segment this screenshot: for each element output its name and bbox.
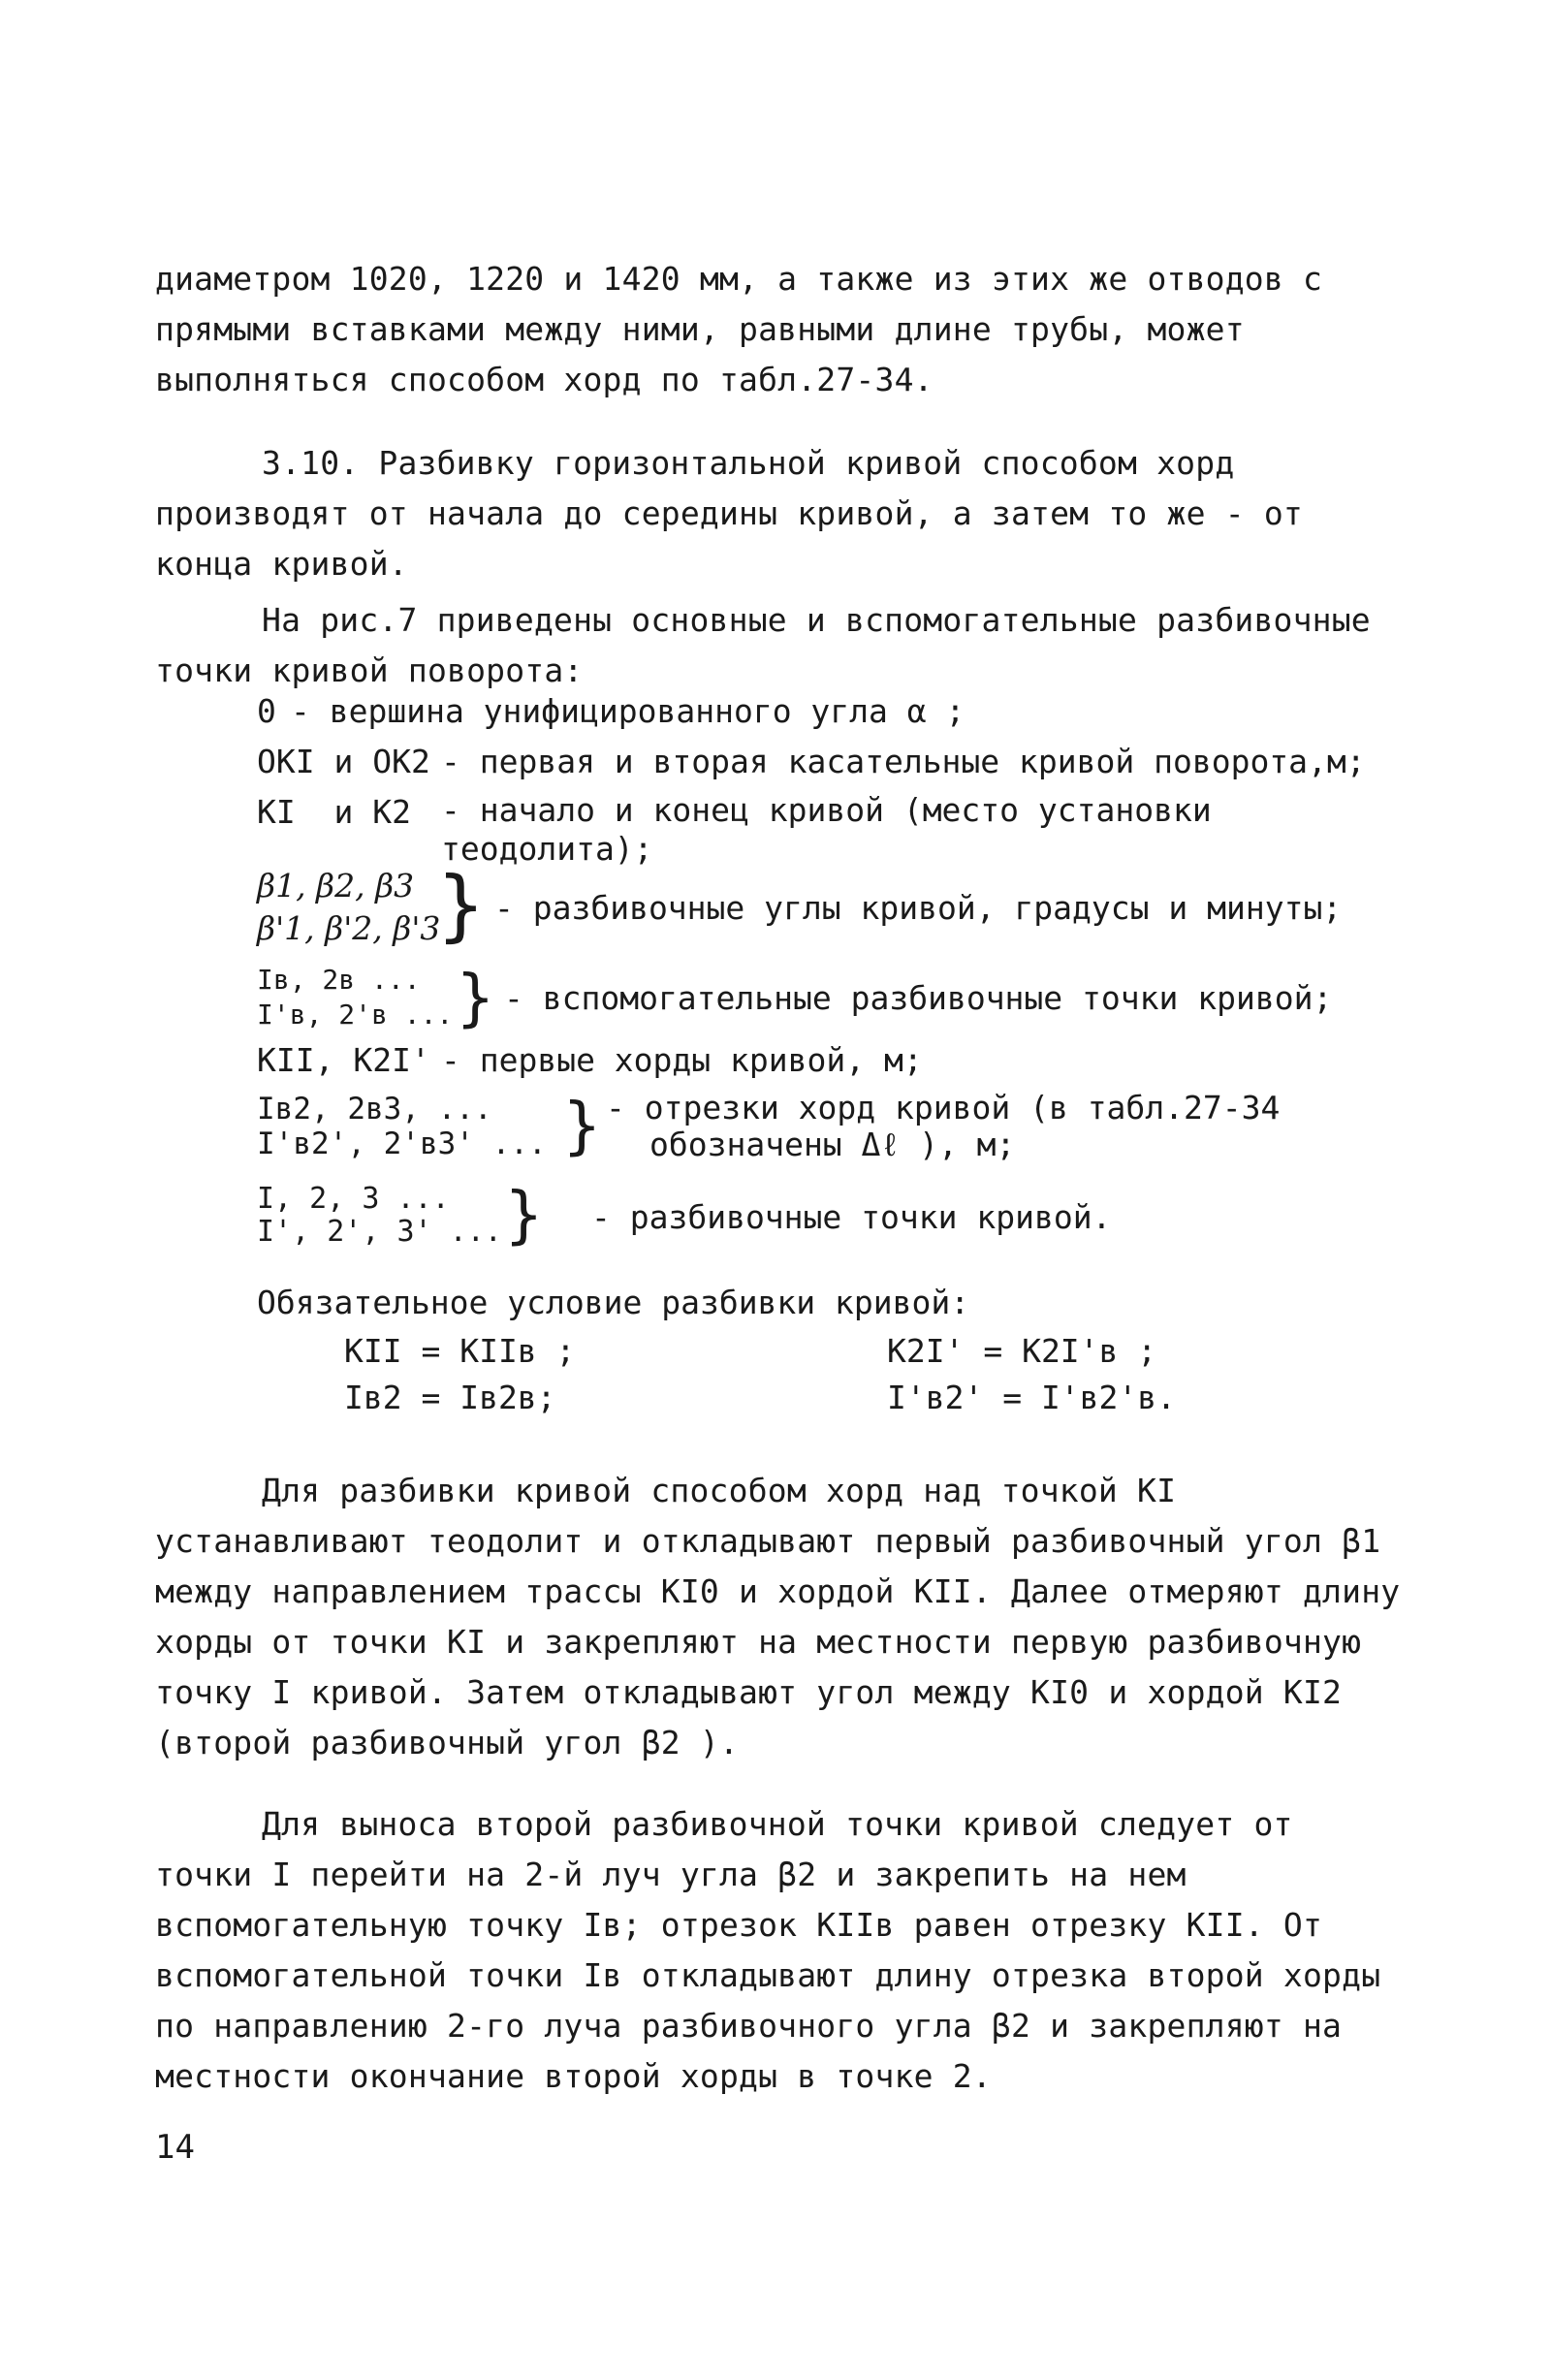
paragraph-1: диаметром 1020, 1220 и 1420 мм, а также из этих же отводов с прямыми вставками между ними, равными длине трубы, может выполняться способом хорд по табл.27-34.	[155, 260, 1343, 398]
legend-term-tangents: ОКI и ОК2	[257, 743, 430, 780]
legend-desc-aux-points: - вспомогательные разбивочные точки кривой;	[504, 979, 1333, 1017]
page-number: 14	[155, 2128, 195, 2167]
paragraph-chord-method: Для разбивки кривой способом хорд над точкой КI устанавливают теодолит и откладывают первый разбивочный угол β1 между направлением трассы КI0 и хордой КII. Далее отмеряют длину хорды от точки КI и закрепляют на местности первую разбивочную точку I кривой. Затем откладывают угол между КI0 и хордой КI2 (второй разбивочный угол β2 ).	[155, 1472, 1420, 1761]
legend-brace-aux-points: }	[456, 963, 495, 1034]
paragraph-figure-intro: На рис.7 приведены основные и вспомогательные разбивочные точки кривой поворота:	[155, 601, 1390, 689]
legend-desc-chord-segments-a: - отрезки хорд кривой (в табл.27-34	[606, 1089, 1281, 1127]
legend-brace-angles: }	[436, 860, 486, 950]
legend-term-aux-points-b: I'в, 2'в ...	[257, 999, 454, 1031]
condition-title: Обязательное условие разбивки кривой:	[257, 1284, 970, 1321]
legend-term-vertex: 0	[257, 692, 276, 730]
paragraph-3-10: 3.10. Разбивку горизонтальной кривой способом хорд производят от начала до середины кривой, а затем то же - от конца кривой.	[155, 444, 1323, 583]
legend-desc-points: - разбивочные точки кривой.	[591, 1198, 1112, 1236]
legend-desc-chord-segments-b: обозначены Δℓ ), м;	[649, 1126, 1016, 1163]
legend-brace-points: }	[504, 1180, 544, 1252]
legend-desc-angles: - разбивочные углы кривой, градусы и минуты;	[494, 889, 1343, 927]
legend-desc-first-chords: - первые хорды кривой, м;	[441, 1041, 923, 1079]
legend-term-curve-ends: КI и К2	[257, 793, 411, 831]
paragraph-second-point: Для выноса второй разбивочной точки кривой следует от точки I перейти на 2-й луч угла β2 и закрепить на нем вспомогательную точку Iв; отрезок КIIв равен отрезку КII. От вспомогательной точки Iв откладывают длину отрезка второй хорды по направлению 2-го луча разбивочного угла β2 и закрепляют на местности окончание второй хорды в точке 2.	[155, 1805, 1401, 2095]
condition-eq-1: КII = КIIв ;	[344, 1332, 576, 1370]
condition-eq-4: I'в2' = I'в2'в.	[887, 1379, 1177, 1416]
legend-term-first-chords: КII, К2I'	[257, 1041, 430, 1079]
legend-term-angles-b: β'1, β'2, β'3	[257, 909, 441, 947]
legend-term-chord-segments-a: Iв2, 2в3, ...	[257, 1092, 492, 1127]
condition-eq-3: Iв2 = Iв2в;	[344, 1379, 556, 1416]
legend-desc-tangents: - первая и вторая касательные кривой поворота,м;	[441, 743, 1366, 780]
legend-term-chord-segments-b: I'в2', 2'в3' ...	[257, 1127, 547, 1161]
legend-term-points-b: I', 2', 3' ...	[257, 1215, 502, 1249]
legend-brace-chord-segments: }	[562, 1091, 602, 1162]
legend-desc-curve-ends: - начало и конец кривой (место установки теодолита);	[441, 791, 1231, 868]
legend-term-points-a: I, 2, 3 ...	[257, 1182, 450, 1216]
legend-term-angles-a: β1, β2, β3	[257, 867, 415, 904]
legend-term-aux-points-a: Iв, 2в ...	[257, 964, 421, 996]
condition-eq-2: К2I' = К2I'в ;	[887, 1332, 1157, 1370]
legend-desc-vertex: - вершина унифицированного угла α ;	[291, 692, 965, 730]
